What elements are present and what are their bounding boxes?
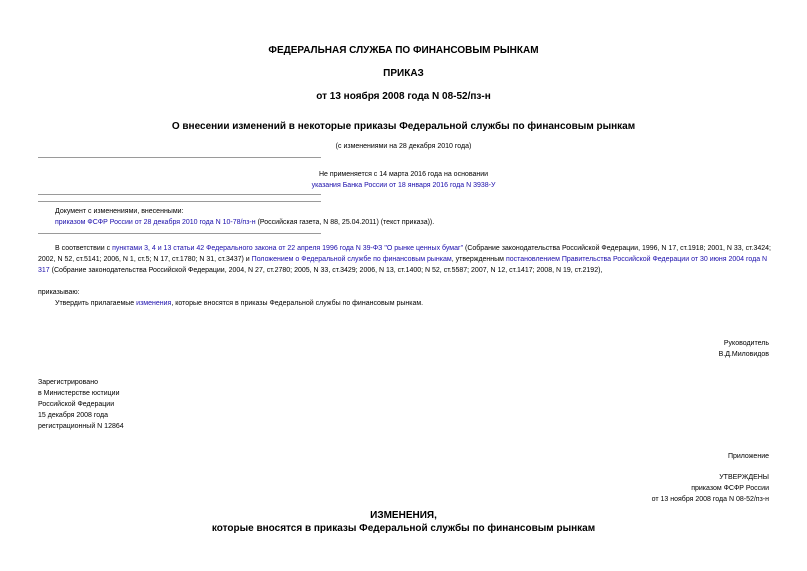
signature-name: В.Д.Миловидов — [718, 351, 769, 358]
divider — [38, 233, 321, 234]
resolution-link[interactable]: постановлением Правительства Российской Федерации от 30 июня 2004 года N 317 — [38, 256, 768, 274]
basis-text: (Собрание законодательства Российской Федерации, 2004, N 27, ст.2780; 2005, N 33, ст.3429; 2006, N 13, ст.1400; N 52, ст.5587; 2007, N 12, ст.1417; 2008, N 19, ст.2192), — [49, 267, 603, 274]
changes-doc-rest: (Российская газета, N 88, 25.04.2011) (текст приказа)). — [255, 219, 435, 226]
changes-title: ИЗМЕНЕНИЯ, — [370, 510, 437, 521]
registration-line: регистрационный N 12864 — [38, 423, 124, 430]
approved-date: от 13 ноября 2008 года N 08-52/пз-н — [651, 496, 769, 503]
registration-line: 15 декабря 2008 года — [38, 412, 109, 419]
approved-by: приказом ФСФР России — [691, 485, 769, 492]
document-title: О внесении изменений в некоторые приказы Федеральной службы по финансовым рынкам — [171, 121, 636, 132]
divider — [38, 194, 321, 195]
registration-block — [38, 377, 124, 432]
document-type: ПРИКАЗ — [383, 68, 424, 79]
basis-text: В соответствии с — [55, 245, 113, 252]
law-link[interactable]: пунктами 3, 4 и 13 статьи 42 Федерального закона от 22 апреля 1996 года N 39-ФЗ "О рынке ценных бумаг" — [112, 245, 464, 252]
changes-doc-label: Документ с изменениями, внесенными: — [55, 208, 184, 215]
registration-line: Зарегистрировано — [38, 379, 98, 386]
status-line: Не применяется с 14 марта 2016 года на основании — [318, 171, 489, 178]
regulation-link[interactable]: Положением о Федеральной службе по финансовым рынкам — [251, 256, 452, 263]
order-verb: приказываю: — [38, 289, 80, 296]
changes-doc-link[interactable]: приказом ФСФР России от 28 декабря 2010 года N 10-78/пз-н — [55, 219, 256, 226]
changes-doc-line — [55, 217, 434, 228]
approved-label: УТВЕРЖДЕНЫ — [719, 474, 769, 481]
appendix-label: Приложение — [727, 453, 769, 460]
status-link[interactable]: указания Банка России от 18 января 2016 года N 3938-У — [311, 182, 496, 189]
registration-line: Российской Федерации — [38, 401, 115, 408]
signature-role: Руководитель — [723, 340, 769, 347]
basis-text: (Собрание законодательства Российской Федерации, 1996, N 17, ст.1918; 2001, N 33, ст.3424; 2002, N 52, ст.5141; 2006, N 1, ст.5; N 17, ст.1780; N 31, ст.3437) и — [38, 245, 771, 263]
order-text: Утвердить прилагаемые — [55, 300, 137, 307]
divider — [38, 157, 321, 158]
agency-name: ФЕДЕРАЛЬНАЯ СЛУЖБА ПО ФИНАНСОВЫМ РЫНКАМ — [268, 45, 539, 56]
basis-text: , утвержденным — [451, 256, 506, 263]
document-date-number: от 13 ноября 2008 года N 08-52/пз-н — [316, 91, 491, 102]
changes-link[interactable]: изменения — [136, 300, 172, 307]
changes-subtitle: которые вносятся в приказы Федеральной службы по финансовым рынкам — [211, 523, 596, 534]
divider — [38, 201, 321, 202]
order-text: , которые вносятся в приказы Федеральной службы по финансовым рынкам. — [171, 300, 424, 307]
approved-block — [652, 472, 769, 505]
amended-note: (с изменениями на 28 декабря 2010 года) — [335, 143, 472, 150]
basis-paragraph — [38, 243, 773, 276]
registration-line: в Министерстве юстиции — [38, 390, 120, 397]
order-line — [55, 298, 423, 309]
